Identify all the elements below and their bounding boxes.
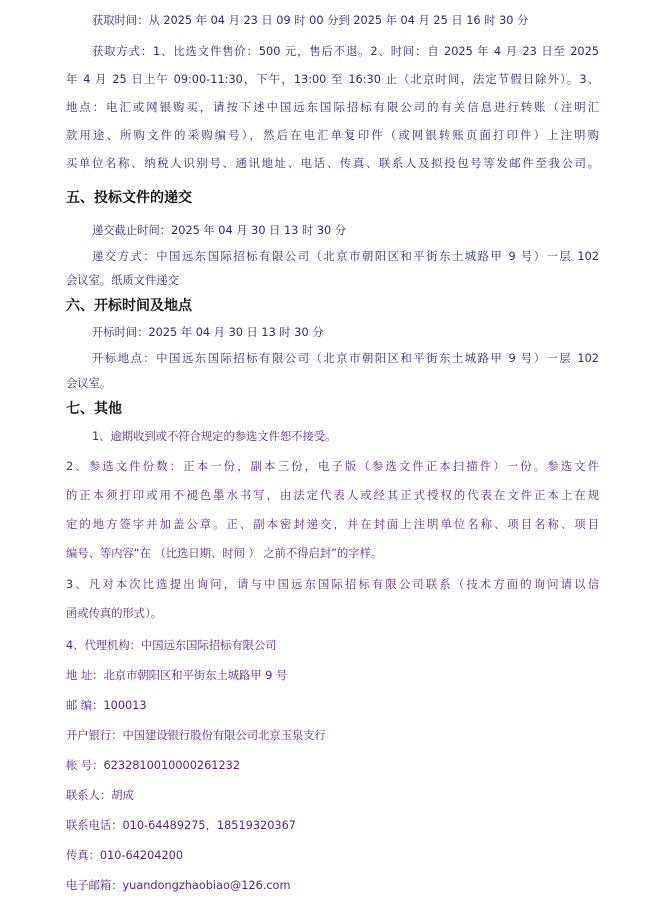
other-item-2-line-2: 的正本须打印或用不褪色墨水书写，由法定代表人或经其正式授权的代表在文件正本上在规 [66,489,599,502]
other-item-2-line-1: 2、参选文件份数：正本一份，副本三份，电子版（参选文件正本扫描件）一份。参选文件 [66,460,599,473]
other-item-2-line-4: 编号、等内容“在 （比选日期、时间 ） 之前不得启封”的字样。 [66,547,383,560]
acquire-time: 获取时间：从 2025 年 04 月 23 日 09 时 00 分到 2025 年 04 月 25 日 16 时 30 分 [92,14,529,27]
contact-person: 联系人：胡成 [66,789,134,802]
submission-deadline: 递交截止时间：2025 年 04 月 30 日 13 时 30 分 [92,224,347,237]
other-item-3-line-1: 3、凡对本次比选提出询问，请与中国远东国际招标有限公司联系（技术方面的询问请以信 [66,578,599,591]
opening-time: 开标时间：2025 年 04 月 30 日 13 时 30 分 [92,326,324,339]
other-item-1: 1、逾期收到或不符合规定的参选文件恕不接受。 [92,430,337,443]
contact-email[interactable]: 电子邮箱：yuandongzhaobiao@126.com [66,879,291,892]
acquire-method-line-2: 年 4 月 25 日上午 09:00-11:30，下午，13:00 至 16:30 止（北京时间，法定节假日除外）。3、 [66,73,599,86]
submission-method-line-2: 会议室。纸质文件递交 [66,274,179,287]
opening-place-line-1: 开标地点：中国远东国际招标有限公司（北京市朝阳区和平街东土城路甲 9 号）一层 102 [92,352,599,365]
acquire-method-line-4: 款用途、所购文件的采购编号），然后在电汇单复印件（或网银转账页面打印件）上注明购 [66,129,599,142]
submission-method-line-1: 递交方式：中国远东国际招标有限公司（北京市朝阳区和平街东土城路甲 9 号）一层 102 [92,250,599,263]
contact-bank: 开户银行：中国建设银行股份有限公司北京玉泉支行 [66,729,326,742]
section-5-heading: 五、投标文件的递交 [66,190,192,206]
acquire-method-line-3: 地点：电汇或网银购买，请按下述中国远东国际招标有限公司的有关信息进行转账（注明汇 [66,101,599,114]
contact-account: 帐 号：6232810010000261232 [66,759,241,772]
section-6-heading: 六、开标时间及地点 [66,298,192,314]
contact-address: 地 址：北京市朝阳区和平街东土城路甲 9 号 [66,669,288,682]
contact-phone: 联系电话：010-64489275，18519320367 [66,819,296,832]
acquire-method-line-1: 获取方式：1、比选文件售价：500 元，售后不退。2、时间：自 2025 年 4 月 23 日至 2025 [92,45,599,58]
section-7-heading: 七、其他 [66,401,122,417]
other-item-2-line-3: 定的地方签字并加盖公章。正、副本密封递交，并在封面上注明单位名称、项目名称、项目 [66,518,599,531]
other-item-4: 4、代理机构：中国远东国际招标有限公司 [66,639,277,652]
acquire-method-line-5: 买单位名称、纳税人识别号、通讯地址、电话、传真、联系人及拟投包号等发邮件至我公司。 [66,157,599,170]
other-item-3-line-2: 函或传真的形式）。 [66,607,163,620]
opening-place-line-2: 会议室。 [66,377,112,390]
contact-postcode: 邮 编：100013 [66,699,147,712]
contact-fax: 传真：010-64204200 [66,849,184,862]
